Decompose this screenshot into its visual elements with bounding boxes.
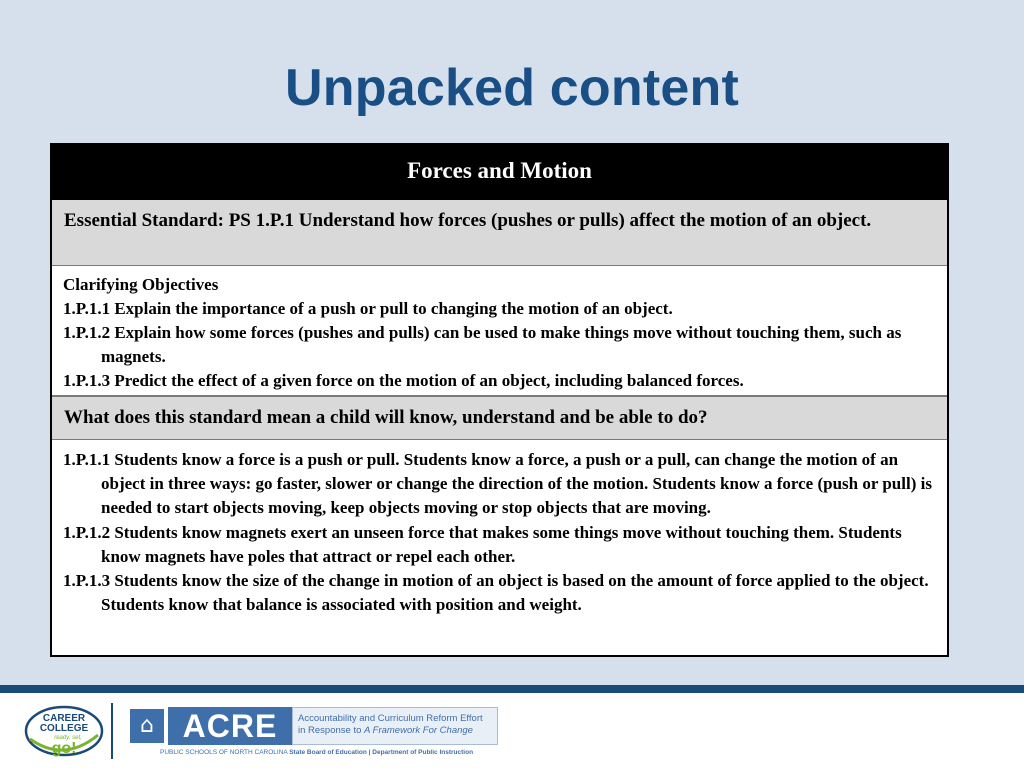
question-row: What does this standard mean a child will know, understand and be able to do? — [52, 396, 947, 440]
footer-divider-bar — [0, 685, 1024, 693]
acre-sub-2: State Board of Education | Department of Public Instruction — [289, 749, 474, 756]
objective-item: 1.P.1.3 Predict the effect of a given force on the motion of an object, including balanced forces. — [63, 371, 744, 390]
essential-standard-text: Essential Standard: PS 1.P.1 Understand how forces (pushes or pulls) affect the motion of an object. — [64, 210, 872, 231]
career-college-ready-logo — [24, 705, 104, 757]
ccr-line3: ready, set, — [54, 735, 82, 741]
footer-logo-divider — [111, 703, 113, 759]
essential-standard-row — [52, 200, 947, 266]
answer-item: 1.P.1.3 Students know the size of the change in motion of an object is based on the amount of force applied to the object. Students know that balance is associated with position and weight. — [63, 571, 929, 615]
ccr-line2: COLLEGE — [39, 723, 89, 734]
answer-item: 1.P.1.1 Students know a force is a push or pull. Students know a force, a push or a pull, can change the motion of an object in three ways: go faster, slower or change the direction of the motion. Students know a force (push or pull) is needed to start objects moving, keep objects moving or stop objects that are moving. — [63, 450, 932, 518]
clarifying-objectives-row — [52, 266, 947, 396]
objective-item: 1.P.1.2 Explain how some forces (pushes and pulls) can be used to make things move without touching them, such as magnets. — [63, 323, 902, 366]
footer — [0, 693, 1024, 768]
unpacked-content-table — [50, 143, 949, 657]
acre-tagline-line2 — [298, 725, 497, 737]
acre-tagline-prefix: in Response to — [298, 725, 365, 736]
ccr-line4: go! — [51, 740, 77, 757]
acre-sub-1: PUBLIC SCHOOLS OF NORTH CAROLINA — [160, 749, 288, 756]
answers-row — [52, 440, 947, 617]
answer-item: 1.P.1.2 Students know magnets exert an unseen force that makes some things move without touching them. Students know magnets have poles that attract or repel each other. — [63, 522, 902, 566]
acre-subline — [160, 749, 500, 756]
objective-item: 1.P.1.1 Explain the importance of a push or pull to changing the motion of an object. — [63, 299, 673, 318]
clarifying-objectives-heading: Clarifying Objectives — [63, 275, 219, 294]
acre-tagline — [292, 707, 498, 745]
acre-tagline-line1: Accountability and Curriculum Reform Effort — [298, 713, 483, 724]
acre-wordmark: ACRE — [168, 707, 292, 745]
nc-seal-icon: ⌂ — [130, 709, 164, 743]
acre-tagline-italic: A Framework For Change — [364, 725, 473, 736]
ccr-line1: CAREER — [42, 713, 86, 724]
slide-title: Unpacked content — [285, 59, 739, 117]
table-header: Forces and Motion — [52, 145, 947, 200]
